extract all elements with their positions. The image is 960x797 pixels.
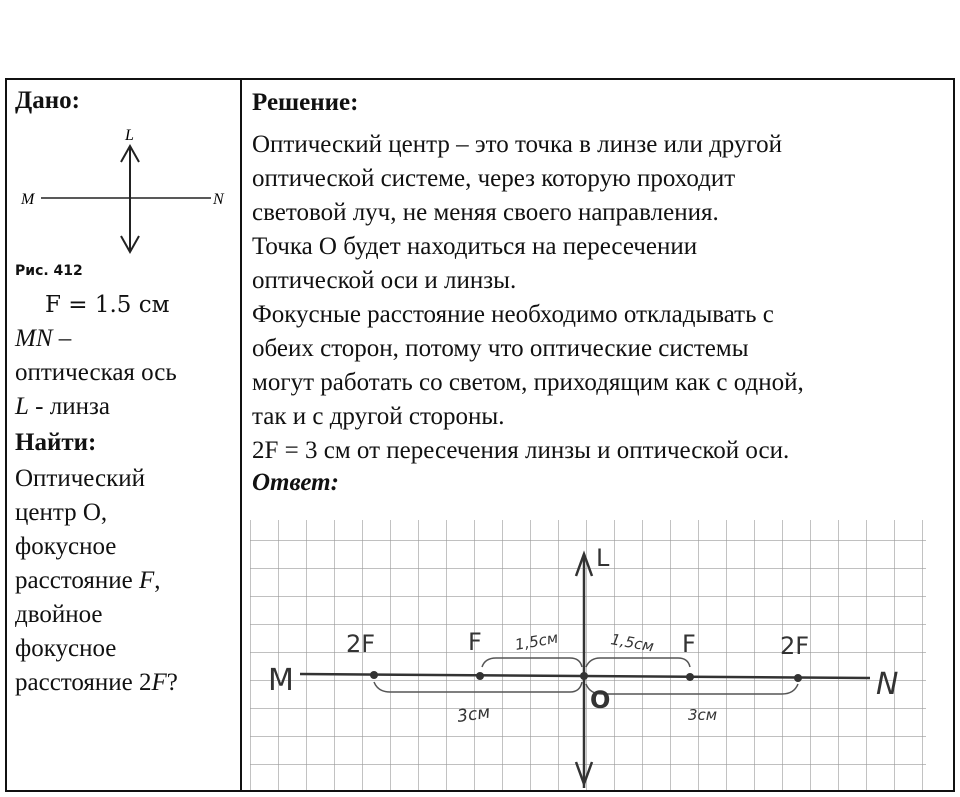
solution-line-4: Точка О будет находиться на пересечении bbox=[252, 233, 698, 260]
f2-symbol: F bbox=[151, 669, 167, 696]
label-l: L bbox=[125, 127, 134, 144]
solution-text bbox=[252, 128, 952, 498]
point-2f-left bbox=[370, 671, 378, 679]
solution-line-2: оптической системе, через которую проходит bbox=[252, 165, 736, 192]
label-n: N bbox=[876, 667, 899, 702]
dist-left-top: 1,5см bbox=[513, 628, 560, 654]
solution-line-3: световой луч, не меняя своего направления. bbox=[252, 199, 719, 226]
point-2f-right bbox=[794, 674, 802, 682]
solution-block bbox=[252, 88, 952, 498]
point-f-right bbox=[686, 673, 694, 681]
given-header: Дано: bbox=[15, 87, 80, 114]
l-symbol: L bbox=[15, 393, 29, 420]
find-line-2: центр О, bbox=[15, 499, 108, 526]
find-line-6: фокусное bbox=[15, 635, 117, 662]
answer-label: Ответ: bbox=[252, 469, 339, 496]
point-f-left bbox=[476, 672, 484, 680]
dist-right-top: 1,5см bbox=[609, 630, 656, 656]
solution-line-5: оптической оси и линзы. bbox=[252, 267, 517, 294]
solution-last-line: 2F = 3 см от пересечения линзы и оптической оси. bbox=[252, 437, 790, 464]
figure-caption: Рис. 412 bbox=[15, 263, 83, 279]
point-o bbox=[580, 672, 588, 680]
dist-left-bottom: 3см bbox=[455, 702, 492, 727]
label-n: N bbox=[213, 191, 224, 208]
l-text: - линза bbox=[28, 393, 110, 420]
column-divider bbox=[240, 80, 242, 790]
figure-412 bbox=[15, 120, 230, 280]
solution-line-7: обеих сторон, потому что оптические системы bbox=[252, 335, 749, 362]
focal-value: F = 1.5 см bbox=[45, 292, 170, 318]
mn-text: оптическая ось bbox=[15, 359, 177, 386]
solution-line-9: так и с другой стороны. bbox=[252, 403, 505, 430]
answer-sketch bbox=[250, 512, 926, 790]
mn-line bbox=[15, 322, 235, 356]
find-header: Найти: bbox=[15, 429, 97, 456]
label-l: L bbox=[596, 544, 610, 572]
f-symbol: F bbox=[139, 567, 155, 594]
lens-line-text bbox=[15, 390, 235, 424]
solution-header: Решение: bbox=[252, 89, 359, 116]
solution-line-8: могут работать со светом, приходящим как с одной, bbox=[252, 369, 804, 396]
find-line-4: расстояние F, bbox=[15, 567, 161, 594]
solution-line-6: Фокусные расстояние необходимо откладывать с bbox=[252, 301, 774, 328]
label-m: M bbox=[268, 663, 294, 698]
label-2f-right: 2F bbox=[780, 632, 810, 660]
find-line-7: расстояние 2F? bbox=[15, 669, 178, 696]
solution-table bbox=[5, 78, 955, 792]
find-line-3: фокусное bbox=[15, 533, 117, 560]
label-f-left: F bbox=[468, 628, 482, 656]
dist-right-bottom: 3см bbox=[688, 706, 718, 724]
label-m: M bbox=[21, 191, 35, 208]
label-2f-left: 2F bbox=[346, 630, 376, 658]
label-f-right: F bbox=[682, 630, 696, 658]
label-o: O bbox=[590, 686, 611, 714]
mn-dash: – bbox=[52, 325, 72, 352]
find-line-5: двойное bbox=[15, 601, 103, 628]
mn-symbol: MN bbox=[15, 325, 53, 352]
given-block bbox=[15, 288, 235, 700]
solution-line-1: Оптический центр – это точка в линзе или другой bbox=[252, 131, 782, 158]
find-line-1: Оптический bbox=[15, 465, 146, 492]
